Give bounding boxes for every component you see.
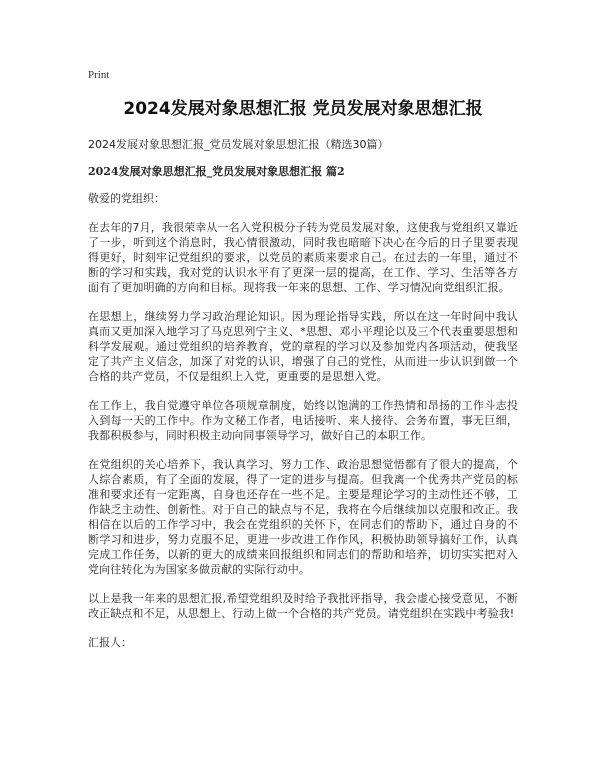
signature-label: 汇报人： bbox=[88, 636, 132, 649]
body-paragraph-2: 在思想上，继续努力学习政治理论知识。因为理论指导实践，所以在这一年时间中我认真而又更加深入地学习了马克思列宁主义、*思想、邓小平理论以及三个代表重要思想和科学发展观。通过党组织的培养教育，党的章程的学习以及参加党内各项活动，使我坚定了共产主义信念，加深了对党的认识，增强了自己的党性，从而进一步认识到做一个合格的共产党员，不仅是组织上入党，更重要的是思想入党。 bbox=[88, 310, 518, 383]
print-link[interactable]: Print bbox=[88, 69, 110, 81]
body-paragraph-3: 在工作上，我自觉遵守单位各项规章制度，始终以饱满的工作热情和昂扬的工作斗志投入到每一天的工作中。作为文秘工作者，电话接听、来人接待、会务布置，事无巨细，我都积极参与，同时积极主动向同事领导学习，做好自己的本职工作。 bbox=[88, 399, 518, 442]
document-page bbox=[88, 68, 518, 650]
section-heading: 2024发展对象思想汇报_党员发展对象思想汇报 篇2 bbox=[88, 165, 345, 178]
body-paragraph-4: 在党组织的关心培养下，我认真学习、努力工作、政治思想觉悟都有了很大的提高，个人综合素质，有了全面的发展，得了一定的进步与提高。但我离一个优秀共产党员的标准和要求还有一定距离，自身也还存在一些不足。主要是理论学习的主动性还不够，工作缺乏主动性、创新性。对于自己的缺点与不足，我将在今后继续加以克服和改正。我相信在以后的工作学习中，我会在党组织的关怀下，在同志们的帮助下，通过自身的不断学习和进步，努力克服不足，更进一步改进工作作风，积极协助领导搞好工作，认真完成工作任务，以新的更大的成绩来回报组织和同志们的帮助和培养，切切实实把对入党向往转化为为国家多做贡献的实际行动中。 bbox=[88, 458, 518, 576]
body-paragraph-1: 在去年的7月，我很荣幸从一名入党积极分子转为党员发展对象，这使我与党组织又靠近了一步，听到这个消息时，我心情很激动，同时我也暗暗下决心在今后的日子里要表现得更好，时刻牢记党组织的要求，以党员的素质来要求自己。在过去的一年里，通过不断的学习和实践，我对党的认识水平有了更深一层的提高，在工作、学习、生活等各方面有了更加明确的方向和目标。现将我一年来的思想、工作、学习情况向党组织汇报。 bbox=[88, 221, 518, 294]
page-title: 2024发展对象思想汇报 党员发展对象思想汇报 bbox=[123, 99, 483, 119]
salutation: 敬爱的党组织： bbox=[88, 192, 165, 205]
document-subtitle: 2024发展对象思想汇报_党员发展对象思想汇报（精选30篇） bbox=[88, 138, 389, 151]
body-paragraph-5: 以上是我一年来的思想汇报,希望党组织及时给予我批评指导，我会虚心接受意见，不断改正缺点和不足，从思想上、行动上做一个合格的共产党员。请党组织在实践中考验我! bbox=[88, 592, 518, 620]
